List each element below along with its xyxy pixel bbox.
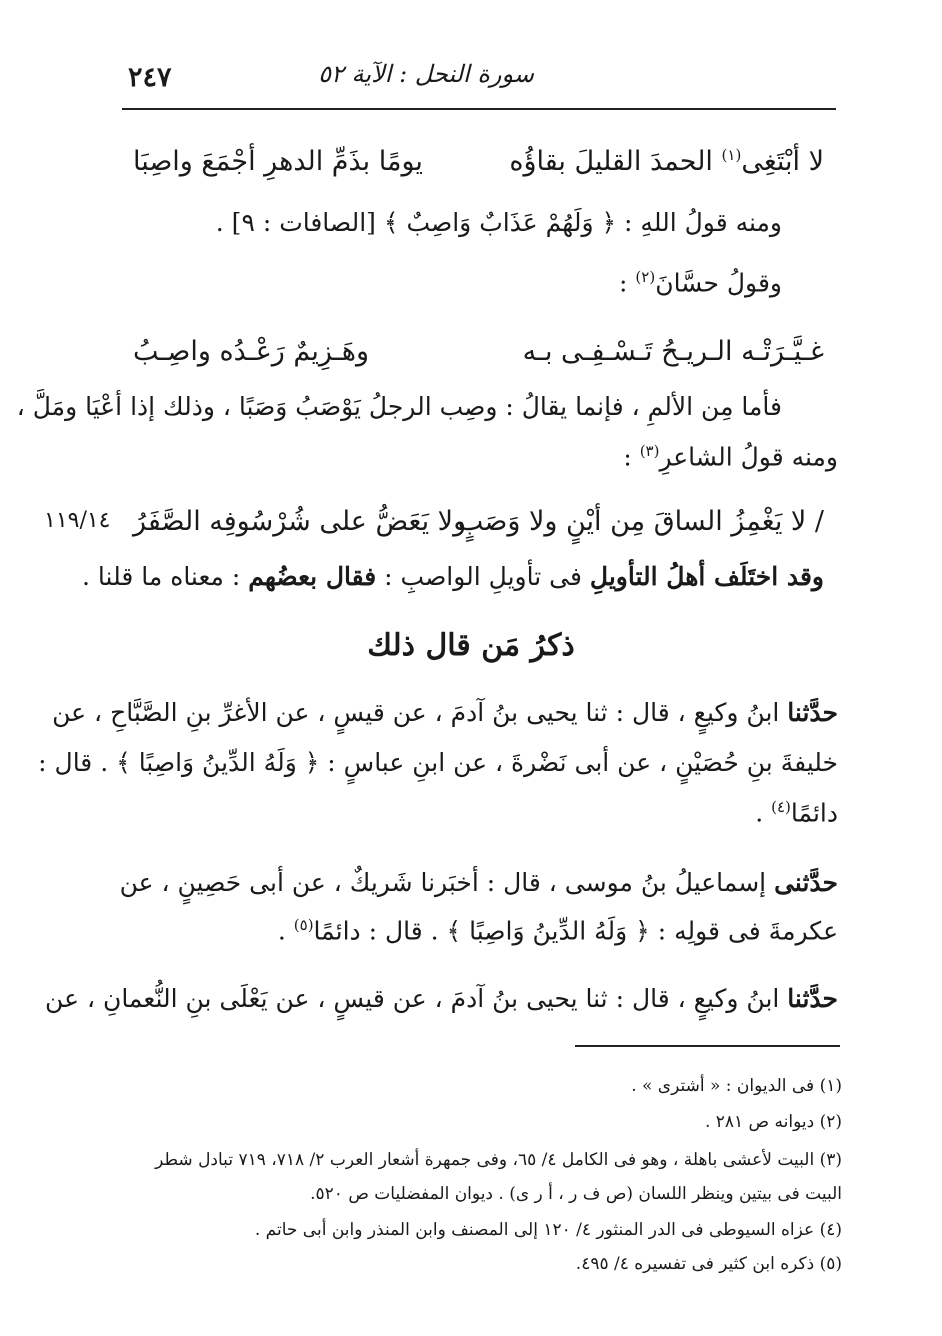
footnote-marker-3: (٣) [639,442,660,460]
hadith1-line1-text: ابنُ وكيعٍ ، قال : ثنا يحيى بنُ آدمَ ، عن قيسٍ ، عن الأغرِّ بنِ الصَّبَّاحِ ، عن [52,698,788,727]
interpretation-text-b: فى تأويلِ الواصبِ : [376,562,590,591]
hadith3-lead: حدَّثنا [787,984,838,1013]
hassan-intro-line [619,268,782,297]
footnote-marker-4: (٤) [771,798,791,816]
quran-citation-line: ومنه قولُ اللهِ : ﴿ وَلَهُمْ عَذَابٌ وَاصِبٌ ﴾ [الصافات : ٩] . [215,208,782,237]
margin-reference: ١١٩/١٤ [44,508,111,533]
verse3-second-hemistich: ولا يَعَضُّ على شُرْسُوفِه الصَّفَرُ [133,506,467,537]
footnote-2: (٢) ديوانه ص ٢٨١ . [704,1112,842,1132]
hadith2-line2 [278,916,838,945]
footnote-rule [575,1045,840,1047]
verse1-first-hemistich [509,146,824,177]
hadith3-line1 [45,984,838,1013]
section-heading: ذكرُ مَن قال ذلك [367,628,575,663]
hadith3-line1-text: ابنُ وكيعٍ ، قال : ثنا يحيى بنُ آدمَ ، عن قيسٍ ، عن يَعْلَى بنِ النُّعمانِ ، عن [45,984,788,1013]
poet-intro-line [623,442,838,471]
hadith1-line1 [52,698,838,727]
footnote-5: (٥) ذكره ابن كثير فى تفسيره ٤/ ٤٩٥. [575,1254,842,1274]
hadith2-line2-end: . [277,916,294,946]
hassan-intro-colon: : [619,268,636,298]
interpretation-bold-a: وقد اختَلَف أهلُ التأويلِ [589,562,824,591]
poet-intro-text: ومنه قولُ الشاعرِ [659,442,838,472]
footnote-marker-2: (٢) [635,268,656,286]
verse1-text-a: لا أبْتَغِى [741,146,824,177]
hadith2-line1-text: إسماعيلُ بنُ موسى ، قال : أخبَرنا شَريكٌ ، عن أبى حَصِينٍ ، عن [119,868,775,897]
footnote-4: (٤) عزاه السيوطى فى الدر المنثور ٤/ ١٢٠ إلى المصنف وابن المنذر وابن أبى حاتم . [254,1220,842,1240]
hassan-intro-text: وقولُ حسَّانَ [655,268,782,298]
hadith1-line2: خليفةَ بنِ حُصَيْنٍ ، عن أبى نَضْرةَ ، عن ابنِ عباسٍ : ﴿ وَلَهُ الدِّينُ وَاصِبًا ﴾ . قال : [38,748,838,777]
hadith1-line3 [755,798,838,827]
verse2-first-hemistich: غـيَّـرَتْـه الـريـحُ تَـسْـفِـى بـه [522,336,824,367]
footnote-marker-1: (١) [721,146,742,164]
interpretation-bold-c: فقال بعضُهم [248,562,377,591]
hadith1-line3-end: . [755,798,772,828]
footnote-3: (٣) البيت لأعشى باهلة ، وهو فى الكامل ٤/ ٦٥، وفى جمهرة أشعار العرب ٢/ ٧١٨، ٧١٩ تبادل شطر [155,1150,842,1170]
page-number: ٢٤٧ [128,62,172,93]
interpretation-text-d: : معناه ما قلنا . [82,562,249,591]
verse1-text-b: الحمدَ القليلَ بقاؤُه [509,146,722,177]
footnote-3-continued: البيت فى بيتين وينظر اللسان (ص ف ر ، أ ر ى) . ديوان المفضليات ص ٥٢٠. [310,1184,842,1204]
hadith1-line3-text: دائمًا [790,798,838,828]
hadith2-lead: حدَّثنى [774,868,838,897]
header-rule [122,108,836,110]
running-title: سورة النحل : الآية ٥٢ [318,60,534,88]
verse2-second-hemistich: وهَـزِيمٌ رَعْـدُه واصِـبُ [133,336,369,367]
interpretation-line [82,562,824,591]
body-line-pain: فأما مِن الألمِ ، فإنما يقالُ : وصِب الرجلُ يَوْصَبُ وَصَبًا ، وذلك إذا أعْيَا ومَلَّ ، [16,392,782,421]
verse3-first-hemistich: / لا يَغْمِزُ الساقَ مِن أيْنٍ ولا وَصَبٍ [457,506,824,537]
footnote-1: (١) فى الديوان : « أشترى » . [631,1076,842,1096]
hadith1-lead: حدَّثنا [787,698,838,727]
verse1-second-hemistich: يومًا بذَمِّ الدهرِ أجْمَعَ واصِبَا [133,146,423,177]
hadith2-line2-text: عكرمةَ فى قولِه : ﴿ وَلَهُ الدِّينُ وَاصِبًا ﴾ . قال : دائمًا [313,916,838,946]
hadith2-line1 [120,868,838,897]
poet-intro-colon: : [623,442,640,472]
footnote-marker-5: (٥) [293,916,314,934]
